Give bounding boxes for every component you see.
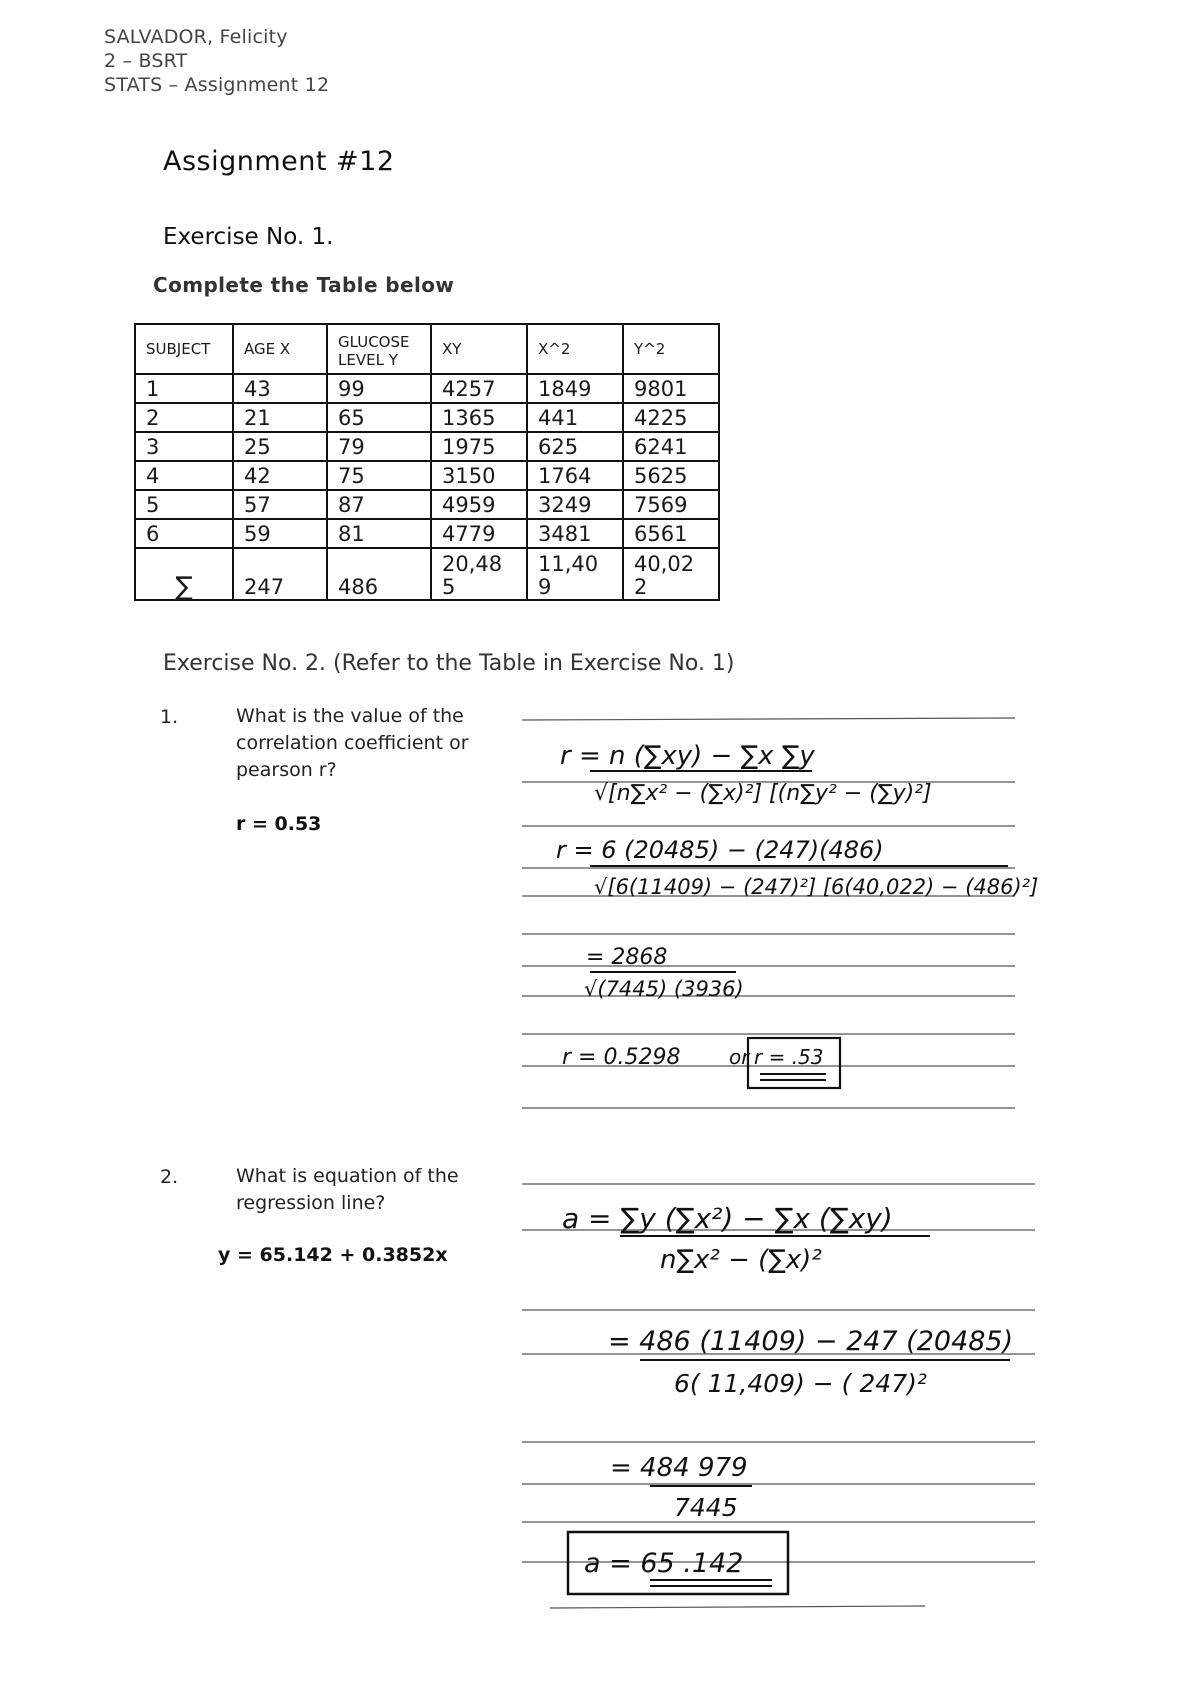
cell-subject: 1 [135,374,233,403]
cell-xy: 1365 [431,403,527,432]
cell-age: 25 [233,432,327,461]
cell-xy: 4779 [431,519,527,548]
cell-glucose: 87 [327,490,431,519]
cell-xy: 1975 [431,432,527,461]
cell-subject: 5 [135,490,233,519]
sum-age: 247 [233,548,327,600]
exercise1-heading: Exercise No. 1. [163,224,334,250]
cell-subject: 6 [135,519,233,548]
cell-glucose: 79 [327,432,431,461]
cell-glucose: 75 [327,461,431,490]
q2-result-boxed: a = 65 .142 [584,1548,744,1579]
q2-formula-numerator: a = ∑y (∑x²) − ∑x (∑xy) [562,1202,893,1235]
q2-formula-denominator: n∑x² − (∑x)² [660,1245,822,1275]
cell-xy: 4959 [431,490,527,519]
question1-number: 1. [160,706,179,728]
header-y2: Y^2 [623,324,719,374]
q1-simplified-denominator: √(7445) (3936) [584,977,744,1001]
cell-age: 57 [233,490,327,519]
q1-sub-numerator: r = 6 (20485) − (247)(486) [556,836,884,864]
q1-formula-numerator: r = n (∑xy) − ∑x ∑y [560,741,815,771]
header-x2: X^2 [527,324,623,374]
cell-xy: 3150 [431,461,527,490]
cell-x2: 3249 [527,490,623,519]
question1-text: What is the value of the correlation coefficient or pearson r? [236,705,469,781]
q1-result: r = 0.5298 [562,1045,681,1070]
sum-xy: 20,48 5 [431,548,527,600]
q1-result-boxed: r = .53 [754,1045,824,1069]
course-label: STATS – Assignment 12 [104,74,330,96]
header-glucose: GLUCOSE LEVEL Y [327,324,431,374]
sum-y2: 40,02 2 [623,548,719,600]
sum-x2: 11,40 9 [527,548,623,600]
cell-glucose: 65 [327,403,431,432]
cell-age: 59 [233,519,327,548]
cell-x2: 625 [527,432,623,461]
question2-answer: y = 65.142 + 0.3852x [218,1244,448,1266]
page-title: Assignment #12 [163,146,395,177]
sum-symbol: ∑ [135,548,233,600]
question2-number: 2. [160,1166,179,1188]
cell-glucose: 99 [327,374,431,403]
q2-fraction-denominator: 7445 [674,1493,738,1522]
cell-x2: 441 [527,403,623,432]
q2-sub-numerator: = 486 (11409) − 247 (20485) [608,1326,1014,1357]
q1-result-or: or [729,1045,750,1069]
header-xy: XY [431,324,527,374]
exercise1-instruction: Complete the Table below [153,273,455,297]
cell-x2: 1764 [527,461,623,490]
cell-y2: 6561 [623,519,719,548]
sum-glucose: 486 [327,548,431,600]
cell-age: 42 [233,461,327,490]
q1-formula-denominator: √[n∑x² − (∑x)²] [(n∑y² − (∑y)²] [594,781,932,806]
q2-fraction-numerator: = 484 979 [610,1453,748,1483]
cell-subject: 3 [135,432,233,461]
cell-y2: 6241 [623,432,719,461]
cell-x2: 1849 [527,374,623,403]
question1-answer: r = 0.53 [236,813,322,835]
q1-sub-denominator: √[6(11409) − (247)²] [6(40,022) − (486)²] [594,875,1039,899]
q1-simplified-numerator: = 2868 [586,945,668,970]
cell-xy: 4257 [431,374,527,403]
cell-subject: 2 [135,403,233,432]
cell-y2: 7569 [623,490,719,519]
cell-subject: 4 [135,461,233,490]
header-age: AGE X [233,324,327,374]
cell-y2: 9801 [623,374,719,403]
exercise2-heading: Exercise No. 2. (Refer to the Table in Exercise No. 1) [163,651,735,676]
student-section: 2 – BSRT [104,50,188,72]
student-name: SALVADOR, Felicity [104,26,288,48]
cell-y2: 5625 [623,461,719,490]
cell-x2: 3481 [527,519,623,548]
question2-text: What is equation of the regression line? [236,1165,459,1214]
cell-age: 21 [233,403,327,432]
header-subject: SUBJECT [135,324,233,374]
cell-age: 43 [233,374,327,403]
q2-sub-denominator: 6( 11,409) − ( 247)² [674,1369,927,1398]
cell-y2: 4225 [623,403,719,432]
cell-glucose: 81 [327,519,431,548]
